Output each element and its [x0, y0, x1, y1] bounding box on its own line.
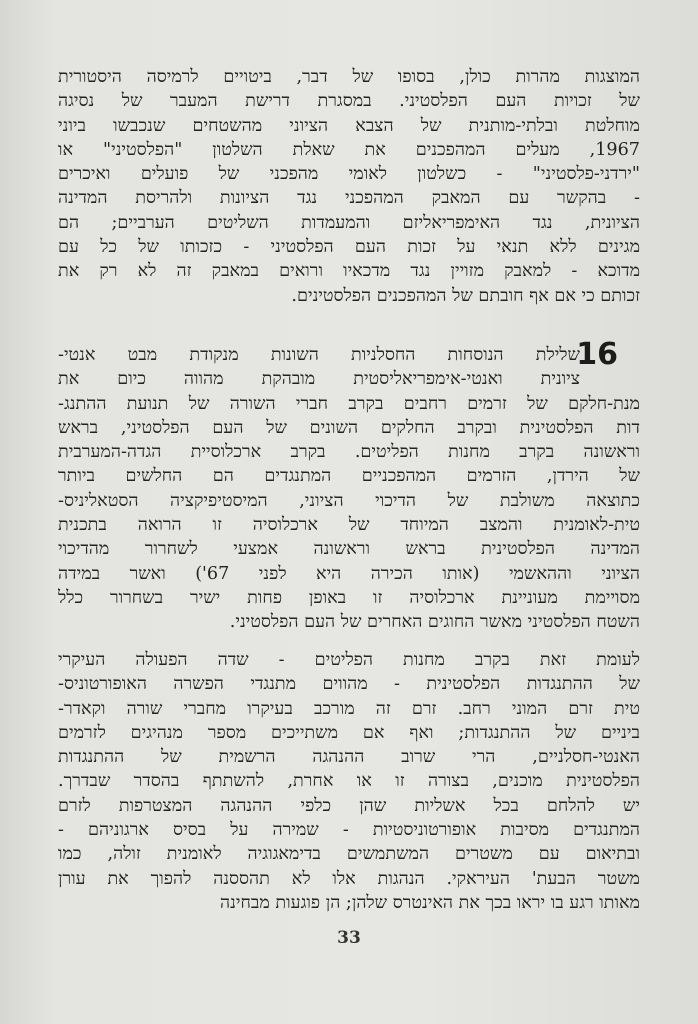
text-line: האנטי-חסלניים, הרי שרוב ההנהגה הרשמית של ההתנגדות	[58, 747, 640, 768]
text-line: הפלסטינית מוכנים, בצורה זו או אחרת, להשתתף בהסדר שבדרך.	[58, 771, 640, 792]
text-line: שלילת הנוסחות החסלניות השונות מנקודת מבט אנטי-	[58, 345, 580, 365]
text-line: טית זרם המוני רחב. זרם זה מורכב בעיקרו מחברי שורה וקאדר-	[58, 698, 640, 719]
text-line: מוחלטת ובלתי-מותנית של הצבא הציוני מהשטחים שנכבשו ביוני	[58, 115, 640, 136]
section-number: 16	[576, 337, 618, 372]
text-line: הציונית, נגד האימפריאליזם והמעמדות השליטים הערביים; הם	[58, 212, 640, 233]
text-line: הציוני וההאשמי (אותו הכירה היא לפני 67') ואשר במידה	[58, 563, 640, 584]
text-line: ציונית ואנטי-אימפריאליסטית מובהקת מהווה כיום את	[58, 369, 580, 390]
text-line: 1967, מעלים המהפכנים את שאלת השלטון "הפלסטיני" או	[58, 139, 640, 160]
text-line: של זכויות העם הפלסטיני. במסגרת דרישת המעבר של נסיגה	[58, 91, 640, 112]
paragraph-1	[58, 65, 640, 308]
text-line: מגינים ללא תנאי על זכות העם הפלסטיני - כזכותו של כל עם	[58, 237, 640, 258]
text-line: המוצגות מהרות כולן, בסופו של דבר, ביטויים לרמיסה היסטורית	[58, 67, 640, 87]
text-line: מאותו רגע בו יראו בכך את האינטרס שלהן; הן פוגעות מבחינה	[220, 892, 640, 913]
text-line: ביניים של ההתנגדות; ואף אם משתייכים מספר מנהיגים לזרמים	[58, 722, 640, 743]
text-line: מנת-חלקם של זרמים רחבים בקרב חברי השורה של תנועת ההתנג-	[58, 393, 640, 414]
paragraph-3	[58, 648, 640, 915]
text-line: של ההתנגדות הפלסטינית - מהווים מתנגדי הפשרה האופורטוניס-	[58, 674, 640, 695]
text-line: מדוכא - למאבק מזויין נגד מדכאיו ורואים במאבק זה לא רק את	[58, 261, 640, 282]
text-line: לעומת זאת בקרב מחנות הפליטים - שדה הפעולה העיקרי	[58, 650, 640, 670]
text-line: כתוצאה משולבת של הדיכוי הציוני, המיסטיפיקציה הסטאליניס-	[58, 490, 640, 511]
text-line: המדינה הפלסטינית בראש וראשונה אמצעי לשחרור מהדיכוי	[58, 539, 640, 560]
text-line: יש להלחם בכל אשליות שהן כלפי ההנהגה המצטרפות לזרם	[58, 795, 640, 816]
text-line: דות הפלסטינית ובקרב החלקים השונים של העם הפלסטיני, בראש	[58, 417, 640, 438]
text-line: של הירדן, הזרמים המהפכניים המתנגדים הם החלשים ביותר	[58, 466, 640, 487]
text-line: - בהקשר עם המאבק המהפכני נגד הציונות ולהריסת המדינה	[58, 188, 640, 209]
text-line: זכותם כי אם אף חובתם של המהפכנים הפלסטינים.	[291, 285, 640, 306]
text-line: מסויימת מעוניינת ארכלוסיה זו באופן פחות ישיר בשחרור כלל	[58, 587, 640, 608]
text-line: "ירדני-פלסטיני" - כשלטון לאומי מהפכני של פועלים ואיכרים	[58, 164, 640, 185]
text-line: משטר הבעת' העיראקי. הנהגות אלו לא תהססנה להפוך את עורן	[58, 868, 640, 889]
text-line: ובתיאום עם משטרים המשתמשים בדימאגוגיה לאומנית זולה, כמו	[58, 844, 640, 865]
paragraph-2	[58, 343, 640, 635]
page-number: 33	[337, 928, 361, 948]
text-line: השטח הפלסטיני מאשר החוגים האחרים של העם הפלסטיני.	[229, 612, 640, 633]
text-line: טית-לאומנית והמצב המיוחד של ארכלוסיה זו הרואה בתכנית	[58, 515, 640, 536]
text-line: וראשונה בקרב מחנות הפליטים. בקרב ארכלוסיית הגדה-המערבית	[58, 442, 640, 463]
text-line: המתנגדים מסיבות אופורטוניסטיות - שמירה על בסיס ארגוניהם -	[58, 820, 640, 841]
